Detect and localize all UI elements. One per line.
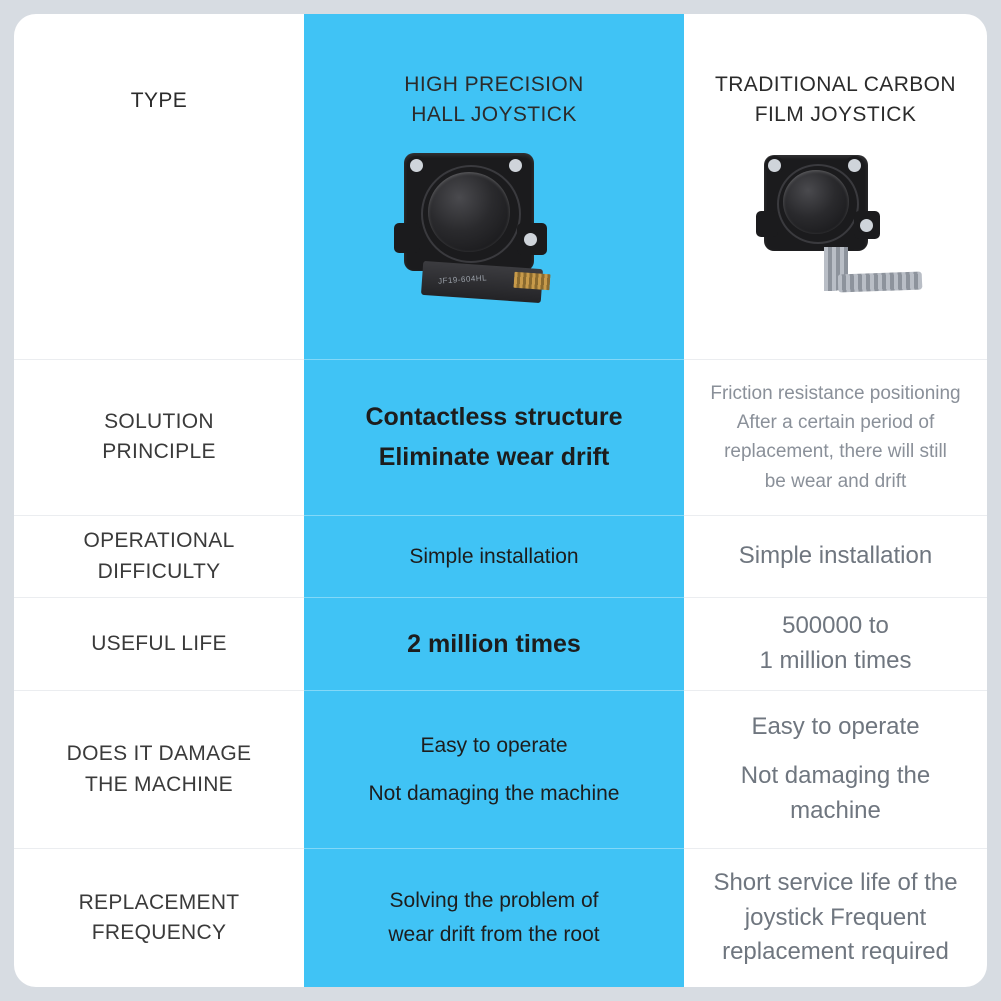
row-traditional-operational-difficulty xyxy=(684,516,987,598)
row-hall-useful-life xyxy=(304,598,684,691)
row-label-solution-principle xyxy=(14,359,304,516)
trad-value-line3: replacement required xyxy=(722,938,949,966)
trad-value-line1: 500000 to xyxy=(782,612,889,640)
hall-value-line1: 2 million times xyxy=(407,630,581,659)
comparison-table xyxy=(14,14,987,987)
hall-value-line1: Simple installation xyxy=(409,544,579,568)
carbon-film-joystick-image xyxy=(736,149,936,314)
row-traditional-damage-machine xyxy=(684,691,987,849)
row-label-replacement-frequency xyxy=(14,848,304,987)
trad-value-line2: Not damaging the machine xyxy=(740,762,931,824)
row-hall-damage-machine xyxy=(304,691,684,849)
row-hall-solution-principle xyxy=(304,359,684,516)
header-trad-line2: FILM JOYSTICK xyxy=(754,103,917,127)
row-traditional-solution-principle xyxy=(684,359,987,516)
row-label-line1: REPLACEMENT xyxy=(78,890,240,914)
row-label-line1: SOLUTION xyxy=(104,409,214,433)
comparison-card xyxy=(14,14,987,987)
table-row xyxy=(14,516,987,598)
row-label-operational-difficulty xyxy=(14,516,304,598)
trad-value-line2: 1 million times xyxy=(759,647,912,675)
trad-value-line1: Easy to operate xyxy=(751,713,920,741)
header-label-type: TYPE xyxy=(130,89,188,112)
trad-value-line3: replacement, there will still xyxy=(724,441,947,463)
hall-value-line2: wear drift from the root xyxy=(388,922,600,946)
trad-value-line1: Short service life of the xyxy=(713,868,958,896)
header-cell-hall xyxy=(304,14,684,359)
hall-value-line1: Contactless structure xyxy=(365,403,623,432)
header-hall-line2: HALL JOYSTICK xyxy=(411,103,577,127)
row-traditional-replacement-frequency xyxy=(684,848,987,987)
trad-value-line2: After a certain period of xyxy=(736,411,935,433)
row-label-line2: DIFFICULTY xyxy=(97,559,221,583)
row-hall-operational-difficulty xyxy=(304,516,684,598)
trad-value-line2: joystick Frequent xyxy=(744,903,927,931)
header-cell-traditional xyxy=(684,14,987,359)
row-label-line2: THE MACHINE xyxy=(85,772,233,796)
hall-joystick-image xyxy=(394,149,594,319)
row-label-line1: USEFUL LIFE xyxy=(91,631,227,655)
row-label-damage-machine xyxy=(14,691,304,849)
row-label-line2: PRINCIPLE xyxy=(102,440,216,464)
row-label-line1: DOES IT DAMAGE xyxy=(66,742,252,766)
row-traditional-useful-life xyxy=(684,598,987,691)
hall-value-line1: Solving the problem of xyxy=(389,889,599,913)
table-header-row xyxy=(14,14,987,359)
table-row xyxy=(14,848,987,987)
table-row xyxy=(14,359,987,516)
table-row xyxy=(14,691,987,849)
hall-value-line2: Eliminate wear drift xyxy=(378,443,610,472)
trad-value-line1: Simple installation xyxy=(738,542,933,570)
trad-value-line1: Friction resistance positioning xyxy=(710,382,961,404)
hall-value-line1: Easy to operate xyxy=(420,734,568,757)
header-hall-line1: HIGH PRECISION xyxy=(404,73,584,96)
trad-value-line4: be wear and drift xyxy=(764,470,907,492)
header-cell-type xyxy=(14,14,304,359)
row-hall-replacement-frequency xyxy=(304,848,684,987)
header-trad-line1: TRADITIONAL CARBON xyxy=(715,73,956,96)
row-label-line2: FREQUENCY xyxy=(91,920,227,944)
hall-ribbon-label: JF19-604HL xyxy=(437,273,488,286)
row-label-useful-life xyxy=(14,598,304,691)
table-row xyxy=(14,598,987,691)
hall-value-line2: Not damaging the machine xyxy=(368,781,620,805)
row-label-line1: OPERATIONAL xyxy=(83,529,235,553)
